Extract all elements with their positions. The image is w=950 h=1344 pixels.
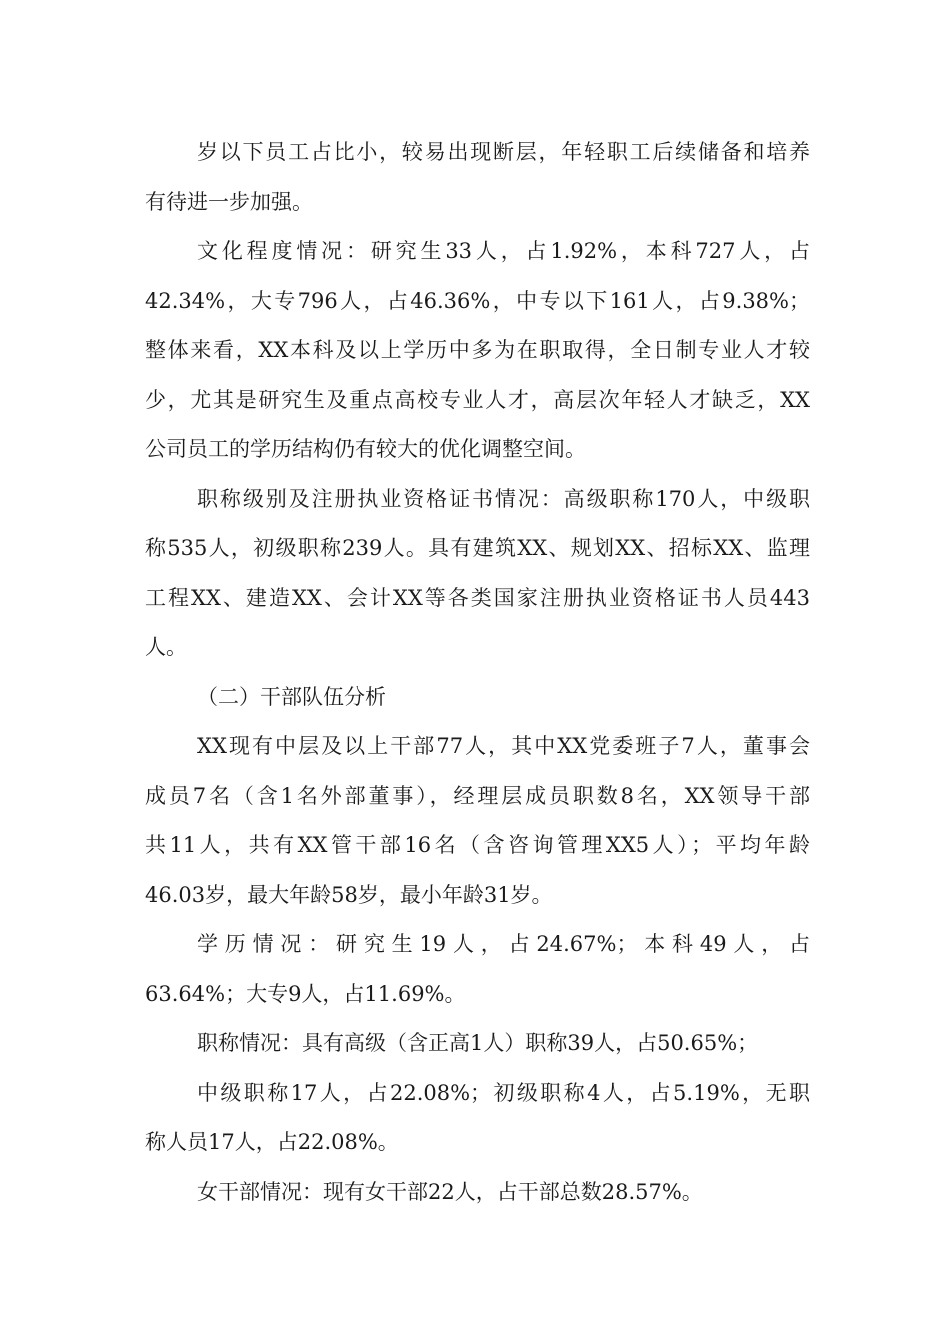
paragraph-line: 46.03岁，最大年龄58岁，最小年龄31岁。 bbox=[145, 883, 553, 907]
paragraph-line: 公司员工的学历结构仍有较大的优化调整空间。 bbox=[145, 437, 586, 461]
paragraph-line: 有待进一步加强。 bbox=[145, 190, 313, 214]
paragraph-line: 少，尤其是研究生及重点高校专业人才，高层次年轻人才缺乏，XX bbox=[145, 388, 810, 412]
paragraph-line: 工程XX、建造XX、会计XX等各类国家注册执业资格证书人员443 bbox=[145, 586, 810, 610]
paragraph-line: 成员7名（含1名外部董事），经理层成员职数8名，XX领导干部 bbox=[145, 784, 810, 808]
paragraph-line: 岁以下员工占比小，较易出现断层，年轻职工后续储备和培养 bbox=[197, 140, 810, 164]
paragraph-line: XX现有中层及以上干部77人，其中XX党委班子7人，董事会 bbox=[197, 734, 810, 758]
paragraph-line: 63.64%；大专9人，占11.69%。 bbox=[145, 982, 466, 1006]
paragraph-line: 整体来看，XX本科及以上学历中多为在职取得，全日制专业人才较 bbox=[145, 338, 810, 362]
section-heading: （二）干部队伍分析 bbox=[197, 685, 386, 709]
paragraph-line: 女干部情况：现有女干部22人，占干部总数28.57%。 bbox=[197, 1180, 703, 1204]
paragraph-line: 学历情况：研究生19人，占24.67%；本科49人，占 bbox=[197, 932, 810, 956]
paragraph-line: 称535人，初级职称239人。具有建筑XX、规划XX、招标XX、监理 bbox=[145, 536, 810, 560]
paragraph-line: 职称情况：具有高级（含正高1人）职称39人，占50.65%； bbox=[197, 1031, 759, 1055]
paragraph-line: 中级职称17人，占22.08%；初级职称4人，占5.19%，无职 bbox=[197, 1081, 810, 1105]
paragraph-line: 共11人，共有XX管干部16名（含咨询管理XX5人）；平均年龄 bbox=[145, 833, 810, 857]
paragraph-line: 文化程度情况：研究生33人，占1.92%，本科727人，占 bbox=[197, 239, 810, 263]
paragraph-line: 42.34%，大专796人，占46.36%，中专以下161人，占9.38%； bbox=[145, 289, 810, 313]
paragraph-line: 职称级别及注册执业资格证书情况：高级职称170人，中级职 bbox=[197, 487, 810, 511]
paragraph-line: 人。 bbox=[145, 635, 187, 659]
paragraph-line: 称人员17人，占22.08%。 bbox=[145, 1130, 399, 1154]
